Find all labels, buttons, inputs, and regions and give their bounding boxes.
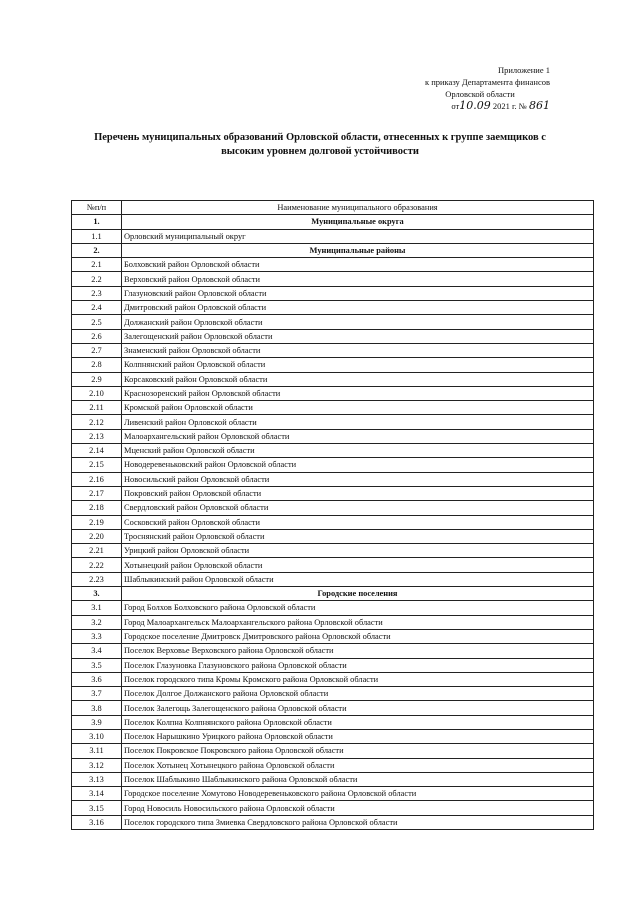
table-row bbox=[72, 644, 594, 658]
table-row bbox=[72, 315, 594, 329]
table-header-row bbox=[72, 201, 594, 215]
row-number: 3.9 bbox=[72, 715, 122, 729]
row-number: 2.21 bbox=[72, 544, 122, 558]
row-number: 1.1 bbox=[72, 229, 122, 243]
table-row bbox=[72, 386, 594, 400]
municipality-name: Мценский район Орловской области bbox=[122, 444, 594, 458]
row-number: 3.12 bbox=[72, 758, 122, 772]
table-row bbox=[72, 701, 594, 715]
row-number: 3.7 bbox=[72, 687, 122, 701]
municipality-name: Колпнянский район Орловской области bbox=[122, 358, 594, 372]
row-number: 2.8 bbox=[72, 358, 122, 372]
date-prefix: от bbox=[451, 101, 460, 111]
row-number: 2. bbox=[72, 243, 122, 257]
title-line-2: высоким уровнем долговой устойчивости bbox=[221, 146, 419, 157]
municipality-name: Город Болхов Болховского района Орловской области bbox=[122, 601, 594, 615]
section-row bbox=[72, 587, 594, 601]
row-number: 2.3 bbox=[72, 286, 122, 300]
row-number: 2.12 bbox=[72, 415, 122, 429]
annex-line-2: к приказу Департамента финансов bbox=[424, 77, 550, 87]
municipality-name: Город Новосиль Новосильского района Орловской области bbox=[122, 801, 594, 815]
handwritten-date: 10.09 bbox=[459, 99, 491, 112]
section-row bbox=[72, 215, 594, 229]
municipality-name: Поселок Колпна Колпнянского района Орловской области bbox=[122, 715, 594, 729]
municipality-name: Ливенский район Орловской области bbox=[122, 415, 594, 429]
row-number: 3.8 bbox=[72, 701, 122, 715]
municipality-name: Хотынецкий район Орловской области bbox=[122, 558, 594, 572]
table-row bbox=[72, 529, 594, 543]
table-row bbox=[72, 558, 594, 572]
table-row bbox=[72, 301, 594, 315]
table-row bbox=[72, 258, 594, 272]
municipality-name: Болховский район Орловской области bbox=[122, 258, 594, 272]
row-number: 2.1 bbox=[72, 258, 122, 272]
row-number: 3.13 bbox=[72, 772, 122, 786]
table-row bbox=[72, 658, 594, 672]
table-row bbox=[72, 772, 594, 786]
municipality-name: Корсаковский район Орловской области bbox=[122, 372, 594, 386]
row-number: 3.3 bbox=[72, 629, 122, 643]
annex-line-1: Приложение 1 bbox=[498, 65, 550, 75]
handwritten-number: 861 bbox=[529, 99, 550, 112]
row-number: 3.2 bbox=[72, 615, 122, 629]
municipality-name: Глазуновский район Орловской области bbox=[122, 286, 594, 300]
municipality-name: Урицкий район Орловской области bbox=[122, 544, 594, 558]
municipality-name: Городское поселение Хомутово Новодеревеньковского района Орловской области bbox=[122, 787, 594, 801]
section-title: Муниципальные округа bbox=[122, 215, 594, 229]
municipality-name: Дмитровский район Орловской области bbox=[122, 301, 594, 315]
table-body bbox=[72, 215, 594, 830]
table-row bbox=[72, 372, 594, 386]
row-number: 2.11 bbox=[72, 401, 122, 415]
row-number: 2.16 bbox=[72, 472, 122, 486]
municipality-name: Верховский район Орловской области bbox=[122, 272, 594, 286]
table-row bbox=[72, 801, 594, 815]
table-row bbox=[72, 744, 594, 758]
section-title: Муниципальные районы bbox=[122, 243, 594, 257]
table-row bbox=[72, 572, 594, 586]
row-number: 2.18 bbox=[72, 501, 122, 515]
municipality-name: Покровский район Орловской области bbox=[122, 486, 594, 500]
municipality-name: Орловский муниципальный округ bbox=[122, 229, 594, 243]
row-number: 3.1 bbox=[72, 601, 122, 615]
municipality-name: Сосковский район Орловской области bbox=[122, 515, 594, 529]
table-row bbox=[72, 501, 594, 515]
municipality-name: Новосильский район Орловской области bbox=[122, 472, 594, 486]
row-number: 2.20 bbox=[72, 529, 122, 543]
row-number: 2.9 bbox=[72, 372, 122, 386]
municipality-name: Новодеревеньковский район Орловской области bbox=[122, 458, 594, 472]
table-row bbox=[72, 601, 594, 615]
table-row bbox=[72, 758, 594, 772]
annex-line-3: Орловской области bbox=[445, 89, 515, 99]
municipality-name: Кромской район Орловской области bbox=[122, 401, 594, 415]
row-number: 3.11 bbox=[72, 744, 122, 758]
annex-block bbox=[360, 64, 550, 112]
header-number: №п/п bbox=[72, 201, 122, 215]
row-number: 2.4 bbox=[72, 301, 122, 315]
municipality-name: Поселок Глазуновка Глазуновского района Орловской области bbox=[122, 658, 594, 672]
row-number: 2.14 bbox=[72, 444, 122, 458]
municipality-name: Город Малоархангельск Малоархангельского района Орловской области bbox=[122, 615, 594, 629]
table-row bbox=[72, 472, 594, 486]
section-row bbox=[72, 243, 594, 257]
table-row bbox=[72, 272, 594, 286]
row-number: 3.5 bbox=[72, 658, 122, 672]
row-number: 3.6 bbox=[72, 672, 122, 686]
section-title: Городские поселения bbox=[122, 587, 594, 601]
row-number: 2.7 bbox=[72, 343, 122, 357]
municipality-name: Малоархангельский район Орловской области bbox=[122, 429, 594, 443]
municipality-name: Поселок городского типа Кромы Кромского района Орловской области bbox=[122, 672, 594, 686]
table-row bbox=[72, 429, 594, 443]
table-row bbox=[72, 715, 594, 729]
table-row bbox=[72, 329, 594, 343]
row-number: 3. bbox=[72, 587, 122, 601]
row-number: 2.5 bbox=[72, 315, 122, 329]
table-row bbox=[72, 286, 594, 300]
municipality-name: Знаменский район Орловской области bbox=[122, 343, 594, 357]
municipality-name: Поселок Нарышкино Урицкого района Орловской области bbox=[122, 729, 594, 743]
municipality-name: Поселок Верховье Верховского района Орловской области bbox=[122, 644, 594, 658]
row-number: 2.15 bbox=[72, 458, 122, 472]
municipality-name: Краснозоренский район Орловской области bbox=[122, 386, 594, 400]
document-title bbox=[40, 131, 600, 159]
table-row bbox=[72, 787, 594, 801]
table-row bbox=[72, 229, 594, 243]
table-row bbox=[72, 358, 594, 372]
row-number: 2.23 bbox=[72, 572, 122, 586]
annex-date-line bbox=[360, 100, 550, 112]
row-number: 2.13 bbox=[72, 429, 122, 443]
table-row bbox=[72, 515, 594, 529]
row-number: 3.14 bbox=[72, 787, 122, 801]
table-row bbox=[72, 401, 594, 415]
municipalities-table bbox=[71, 200, 594, 830]
table-row bbox=[72, 544, 594, 558]
table-row bbox=[72, 687, 594, 701]
table-row bbox=[72, 729, 594, 743]
row-number: 2.10 bbox=[72, 386, 122, 400]
municipality-name: Троснянский район Орловской области bbox=[122, 529, 594, 543]
table-row bbox=[72, 815, 594, 829]
table-row bbox=[72, 629, 594, 643]
municipality-name: Поселок Долгое Должанского района Орловской области bbox=[122, 687, 594, 701]
municipality-name: Должанский район Орловской области bbox=[122, 315, 594, 329]
municipality-name: Залегощенский район Орловской области bbox=[122, 329, 594, 343]
municipality-name: Поселок Покровское Покровского района Орловской области bbox=[122, 744, 594, 758]
table-row bbox=[72, 672, 594, 686]
row-number: 3.15 bbox=[72, 801, 122, 815]
row-number: 3.16 bbox=[72, 815, 122, 829]
municipality-name: Поселок Шаблыкино Шаблыкинского района Орловской области bbox=[122, 772, 594, 786]
table-row bbox=[72, 444, 594, 458]
row-number: 3.4 bbox=[72, 644, 122, 658]
header-name: Наименование муниципального образования bbox=[122, 201, 594, 215]
table-row bbox=[72, 415, 594, 429]
table-row bbox=[72, 615, 594, 629]
table-row bbox=[72, 343, 594, 357]
municipality-name: Свердловский район Орловской области bbox=[122, 501, 594, 515]
municipality-name: Поселок городского типа Змиевка Свердловского района Орловской области bbox=[122, 815, 594, 829]
row-number: 2.22 bbox=[72, 558, 122, 572]
row-number: 3.10 bbox=[72, 729, 122, 743]
row-number: 2.2 bbox=[72, 272, 122, 286]
municipality-name: Городское поселение Дмитровск Дмитровского района Орловской области bbox=[122, 629, 594, 643]
title-line-1: Перечень муниципальных образований Орловской области, отнесенных к группе заемщиков с bbox=[94, 132, 546, 143]
table-row bbox=[72, 486, 594, 500]
row-number: 2.6 bbox=[72, 329, 122, 343]
table-row bbox=[72, 458, 594, 472]
municipality-name: Шаблыкинский район Орловской области bbox=[122, 572, 594, 586]
row-number: 2.17 bbox=[72, 486, 122, 500]
row-number: 2.19 bbox=[72, 515, 122, 529]
municipality-name: Поселок Хотынец Хотынецкого района Орловской области bbox=[122, 758, 594, 772]
municipality-name: Поселок Залегощь Залегощенского района Орловской области bbox=[122, 701, 594, 715]
row-number: 1. bbox=[72, 215, 122, 229]
date-suffix: 2021 г. № bbox=[492, 101, 527, 111]
